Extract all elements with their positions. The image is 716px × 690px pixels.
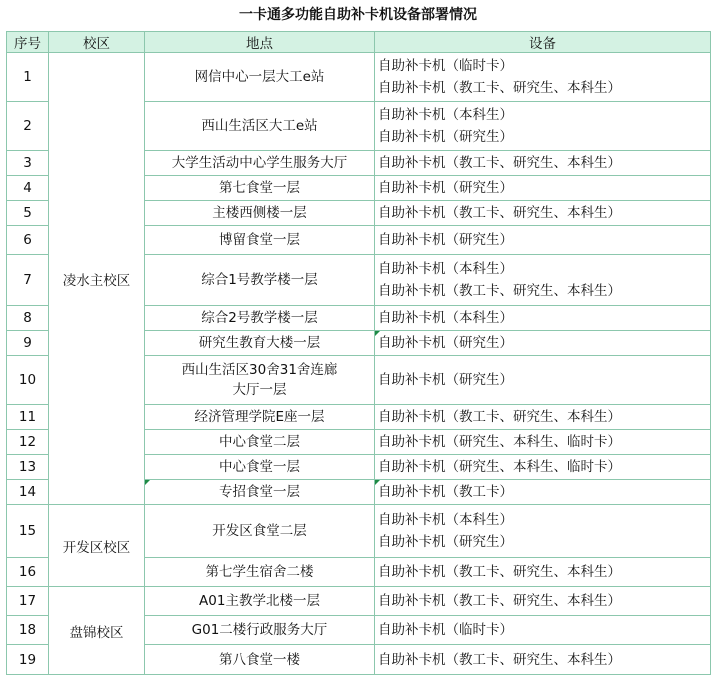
campus-cell: 凌水主校区 — [49, 53, 145, 505]
header-location: 地点 — [145, 32, 375, 53]
location-line: 开发区食堂二层 — [212, 523, 307, 539]
device-cell — [375, 53, 711, 102]
location-cell — [145, 645, 375, 675]
location-cell — [145, 587, 375, 616]
row-number: 16 — [7, 558, 49, 587]
location-line: A01主教学北楼一层 — [199, 593, 320, 609]
row-number: 1 — [7, 53, 49, 102]
device-line: 自助补卡机（研究生、本科生、临时卡） — [378, 434, 621, 450]
device-line: 自助补卡机（研究生） — [378, 129, 513, 145]
device-line: 自助补卡机（研究生、本科生、临时卡） — [378, 459, 621, 475]
location-cell — [145, 505, 375, 558]
device-cell — [375, 201, 711, 226]
row-number: 18 — [7, 616, 49, 645]
row-number: 11 — [7, 405, 49, 430]
location-line: G01二楼行政服务大厅 — [191, 622, 328, 638]
location-cell — [145, 102, 375, 151]
device-cell — [375, 306, 711, 331]
device-line: 自助补卡机（教工卡、研究生、本科生） — [378, 155, 621, 171]
device-line: 自助补卡机（研究生） — [378, 335, 513, 351]
table-title: 一卡通多功能自助补卡机设备部署情况 — [239, 7, 477, 23]
location-line: 西山生活区大工e站 — [201, 118, 318, 134]
row-number: 2 — [7, 102, 49, 151]
device-cell — [375, 255, 711, 306]
campus-cell: 盘锦校区 — [49, 587, 145, 675]
device-cell — [375, 505, 711, 558]
header-no: 序号 — [7, 32, 49, 53]
device-cell — [375, 587, 711, 616]
location-line: 第七食堂一层 — [219, 180, 300, 196]
location-line: 主楼西侧楼一层 — [212, 205, 307, 221]
location-cell — [145, 176, 375, 201]
location-line: 第八食堂一楼 — [219, 651, 300, 668]
row-number: 13 — [7, 455, 49, 480]
location-line: 网信中心一层大工e站 — [194, 69, 325, 85]
device-cell — [375, 405, 711, 430]
device-line: 自助补卡机（研究生） — [378, 232, 513, 248]
location-line: 西山生活区30舍31舍连廊 — [181, 362, 338, 378]
device-cell — [375, 331, 711, 356]
row-number: 12 — [7, 430, 49, 455]
device-cell — [375, 151, 711, 176]
location-cell — [145, 405, 375, 430]
device-cell — [375, 616, 711, 645]
location-cell — [145, 331, 375, 356]
location-cell — [145, 255, 375, 306]
row-number: 5 — [7, 201, 49, 226]
row-number: 15 — [7, 505, 49, 558]
device-cell — [375, 558, 711, 587]
device-cell — [375, 226, 711, 255]
device-line: 自助补卡机（研究生） — [378, 180, 513, 196]
device-line: 自助补卡机（本科生） — [378, 512, 513, 528]
device-line: 自助补卡机（研究生） — [378, 534, 513, 550]
device-cell — [375, 480, 711, 505]
table-row — [7, 53, 711, 102]
location-line: 研究生教育大楼一层 — [198, 335, 321, 351]
location-line: 综合2号教学楼一层 — [201, 310, 318, 326]
device-line: 自助补卡机（教工卡、研究生、本科生） — [378, 80, 621, 96]
header-row — [7, 32, 711, 53]
device-cell — [375, 645, 711, 675]
row-number: 19 — [7, 645, 49, 675]
location-cell — [145, 480, 375, 505]
location-line: 大学生活动中心学生服务大厅 — [171, 155, 348, 171]
device-line: 自助补卡机（本科生） — [378, 107, 513, 123]
device-line: 自助补卡机（教工卡、研究生、本科生） — [378, 564, 621, 580]
location-line: 博留食堂一层 — [219, 232, 300, 248]
row-number: 4 — [7, 176, 49, 201]
device-line: 自助补卡机（教工卡、研究生、本科生） — [378, 593, 621, 609]
row-number: 8 — [7, 306, 49, 331]
device-line: 自助补卡机（教工卡） — [378, 484, 513, 500]
table-row — [7, 505, 711, 558]
location-cell — [145, 558, 375, 587]
location-line: 专招食堂一层 — [219, 484, 300, 500]
location-line: 综合1号教学楼一层 — [201, 272, 318, 288]
header-device: 设备 — [375, 32, 711, 53]
location-line: 中心食堂二层 — [219, 434, 300, 450]
location-cell — [145, 306, 375, 331]
location-cell — [145, 455, 375, 480]
device-line: 自助补卡机（本科生） — [378, 310, 513, 326]
location-cell — [145, 53, 375, 102]
device-cell — [375, 176, 711, 201]
device-line: 自助补卡机（教工卡、研究生、本科生） — [378, 283, 621, 299]
row-number: 3 — [7, 151, 49, 176]
row-number: 10 — [7, 356, 49, 405]
location-cell — [145, 356, 375, 405]
campus-cell: 开发区校区 — [49, 505, 145, 587]
row-number: 9 — [7, 331, 49, 356]
device-line: 自助补卡机（临时卡） — [378, 58, 513, 74]
device-line: 自助补卡机（研究生） — [378, 372, 513, 388]
table-body — [7, 53, 711, 675]
row-number: 6 — [7, 226, 49, 255]
device-cell — [375, 356, 711, 405]
location-line: 大厅一层 — [232, 382, 287, 398]
device-cell — [375, 102, 711, 151]
device-line: 自助补卡机（本科生） — [378, 261, 513, 277]
row-number: 17 — [7, 587, 49, 616]
location-cell — [145, 151, 375, 176]
row-number: 7 — [7, 255, 49, 306]
location-line: 经济管理学院E座一层 — [194, 409, 325, 425]
location-cell — [145, 201, 375, 226]
device-line: 自助补卡机（教工卡、研究生、本科生） — [378, 651, 621, 668]
row-number: 14 — [7, 480, 49, 505]
location-cell — [145, 226, 375, 255]
device-cell — [375, 430, 711, 455]
header-campus: 校区 — [49, 32, 145, 53]
location-line: 中心食堂一层 — [219, 459, 300, 475]
device-line: 自助补卡机（教工卡、研究生、本科生） — [378, 409, 621, 425]
deployment-table — [6, 31, 711, 675]
location-line: 第七学生宿舍二楼 — [205, 564, 314, 580]
location-cell — [145, 430, 375, 455]
device-cell — [375, 455, 711, 480]
device-line: 自助补卡机（临时卡） — [378, 622, 513, 638]
location-cell — [145, 616, 375, 645]
device-line: 自助补卡机（教工卡、研究生、本科生） — [378, 205, 621, 221]
table-row — [7, 587, 711, 616]
